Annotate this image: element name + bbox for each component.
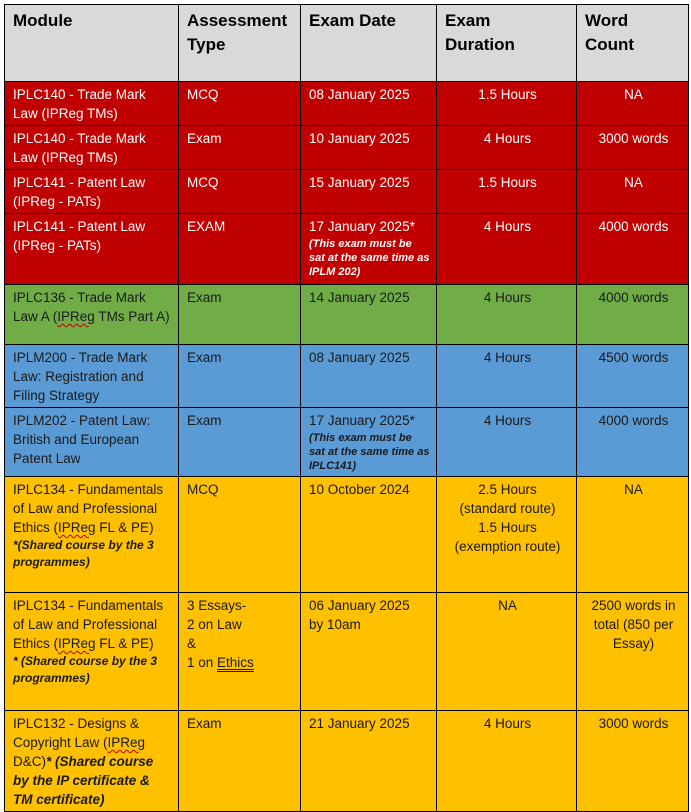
module-cell: IPLC134 - Fundamentals of Law and Professional Ethics (IPReg FL & PE) * (Shared course by the 3 programmes): [5, 593, 179, 711]
header-exam-duration: Exam Duration: [437, 5, 577, 82]
table-row: [5, 408, 689, 477]
exam-date-cell: 17 January 2025* (This exam must be sat at the same time as IPLM 202): [301, 214, 437, 285]
table-row: [5, 285, 689, 345]
exam-duration-cell: 2.5 Hours (standard route) 1.5 Hours (exemption route): [437, 477, 577, 593]
module-cell: IPLC132 - Designs & Copyright Law (IPReg D&C)* (Shared course by the IP certificate & TM certificate): [5, 711, 179, 812]
module-cell: IPLC141 - Patent Law (IPReg - PATs): [5, 170, 179, 214]
assessment-type-cell: EXAM: [179, 214, 301, 285]
table-row: [5, 126, 689, 170]
word-count-cell: 3000 words: [577, 711, 689, 812]
exam-date-cell: 17 January 2025* (This exam must be sat at the same time as IPLC141): [301, 408, 437, 477]
module-cell: IPLM200 - Trade Mark Law: Registration and Filing Strategy: [5, 345, 179, 408]
module-cell: IPLC141 - Patent Law (IPReg - PATs): [5, 214, 179, 285]
assessment-type-cell: MCQ: [179, 82, 301, 126]
header-module: Module: [5, 5, 179, 82]
word-count-cell: NA: [577, 477, 689, 593]
exam-duration-cell: 4 Hours: [437, 408, 577, 477]
assessment-type-cell: Exam: [179, 711, 301, 812]
exam-date-cell: 06 January 2025 by 10am: [301, 593, 437, 711]
table-row: [5, 345, 689, 408]
assessment-type-cell: MCQ: [179, 170, 301, 214]
word-count-cell: NA: [577, 82, 689, 126]
exam-date-cell: 08 January 2025: [301, 345, 437, 408]
exam-duration-cell: 4 Hours: [437, 126, 577, 170]
assessment-type-cell: MCQ: [179, 477, 301, 593]
table-row: [5, 82, 689, 126]
word-count-cell: 4500 words: [577, 345, 689, 408]
assessment-type-cell: Exam: [179, 345, 301, 408]
module-cell: IPLC134 - Fundamentals of Law and Professional Ethics (IPReg FL & PE) *(Shared course by the 3 programmes): [5, 477, 179, 593]
exam-duration-cell: 4 Hours: [437, 214, 577, 285]
exam-date-note: (This exam must be sat at the same time as IPLC141): [309, 432, 430, 472]
exam-schedule-table: [4, 4, 689, 812]
module-cell: IPLM202 - Patent Law: British and European Patent Law: [5, 408, 179, 477]
table-row: [5, 170, 689, 214]
word-count-cell: 4000 words: [577, 408, 689, 477]
exam-date-cell: 21 January 2025: [301, 711, 437, 812]
table-row: [5, 711, 689, 812]
word-count-cell: NA: [577, 170, 689, 214]
exam-duration-cell: 4 Hours: [437, 345, 577, 408]
exam-date-cell: 10 October 2024: [301, 477, 437, 593]
assessment-type-cell: 3 Essays- 2 on Law & 1 on Ethics: [179, 593, 301, 711]
assessment-type-cell: Exam: [179, 408, 301, 477]
shared-course-note: * (Shared course by the IP certificate & TM certificate): [13, 754, 154, 807]
exam-duration-cell: 4 Hours: [437, 711, 577, 812]
table-row: [5, 214, 689, 285]
header-exam-date: Exam Date: [301, 5, 437, 82]
word-count-cell: 2500 words in total (850 per Essay): [577, 593, 689, 711]
exam-date-cell: 14 January 2025: [301, 285, 437, 345]
module-cell: IPLC140 - Trade Mark Law (IPReg TMs): [5, 82, 179, 126]
exam-date-cell: 10 January 2025: [301, 126, 437, 170]
module-cell: IPLC136 - Trade Mark Law A (IPReg TMs Part A): [5, 285, 179, 345]
exam-duration-cell: 1.5 Hours: [437, 170, 577, 214]
exam-date-note: (This exam must be sat at the same time as IPLM 202): [309, 238, 430, 278]
word-count-cell: 4000 words: [577, 285, 689, 345]
table-row: [5, 477, 689, 593]
shared-course-note: *(Shared course by the 3 programmes): [13, 538, 154, 569]
exam-duration-cell: NA: [437, 593, 577, 711]
module-cell: IPLC140 - Trade Mark Law (IPReg TMs): [5, 126, 179, 170]
exam-duration-cell: 4 Hours: [437, 285, 577, 345]
shared-course-note: * (Shared course by the 3 programmes): [13, 654, 158, 685]
table-row: [5, 593, 689, 711]
header-word-count: Word Count: [577, 5, 689, 82]
assessment-type-cell: Exam: [179, 126, 301, 170]
assessment-type-cell: Exam: [179, 285, 301, 345]
word-count-cell: 4000 words: [577, 214, 689, 285]
header-row: [5, 5, 689, 82]
exam-duration-cell: 1.5 Hours: [437, 82, 577, 126]
header-assessment-type: Assessment Type: [179, 5, 301, 82]
word-count-cell: 3000 words: [577, 126, 689, 170]
exam-date-cell: 08 January 2025: [301, 82, 437, 126]
exam-date-cell: 15 January 2025: [301, 170, 437, 214]
